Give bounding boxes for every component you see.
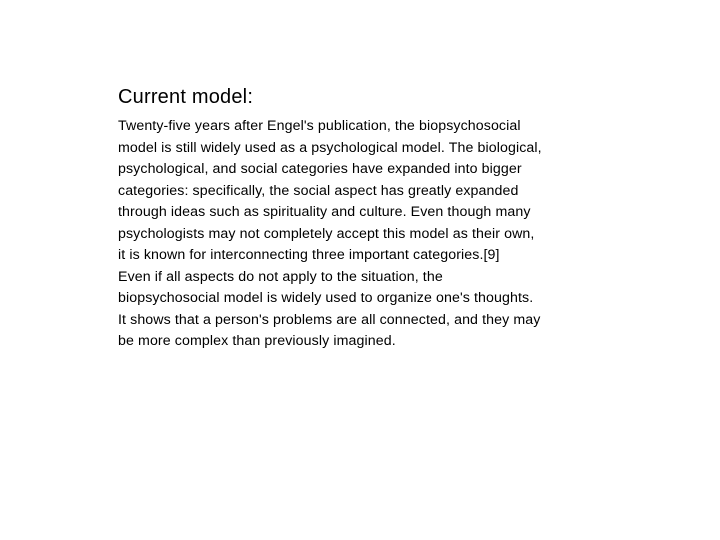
body-line: through ideas such as spirituality and culture. Even though many: [118, 204, 531, 220]
text-block: [118, 84, 618, 353]
body-line: Even if all aspects do not apply to the situation, the: [118, 268, 443, 285]
body-line: psychologists may not completely accept this model as their own,: [118, 225, 535, 242]
slide-heading: Current model:: [118, 86, 254, 108]
body-line: biopsychosocial model is widely used to organize one's thoughts.: [118, 290, 534, 306]
body-line: model is still widely used as a psychological model. The biological,: [118, 139, 542, 156]
slide-body: [118, 116, 618, 353]
body-line: it is known for interconnecting three important categories.[9]: [118, 247, 500, 263]
body-line: categories: specifically, the social aspect has greatly expanded: [118, 182, 519, 199]
body-line: psychological, and social categories have expanded into bigger: [118, 161, 522, 177]
body-line: It shows that a person's problems are all connected, and they may: [118, 311, 541, 328]
body-line: Twenty-five years after Engel's publication, the biopsychosocial: [118, 118, 521, 134]
body-line: be more complex than previously imagined.: [118, 333, 396, 349]
